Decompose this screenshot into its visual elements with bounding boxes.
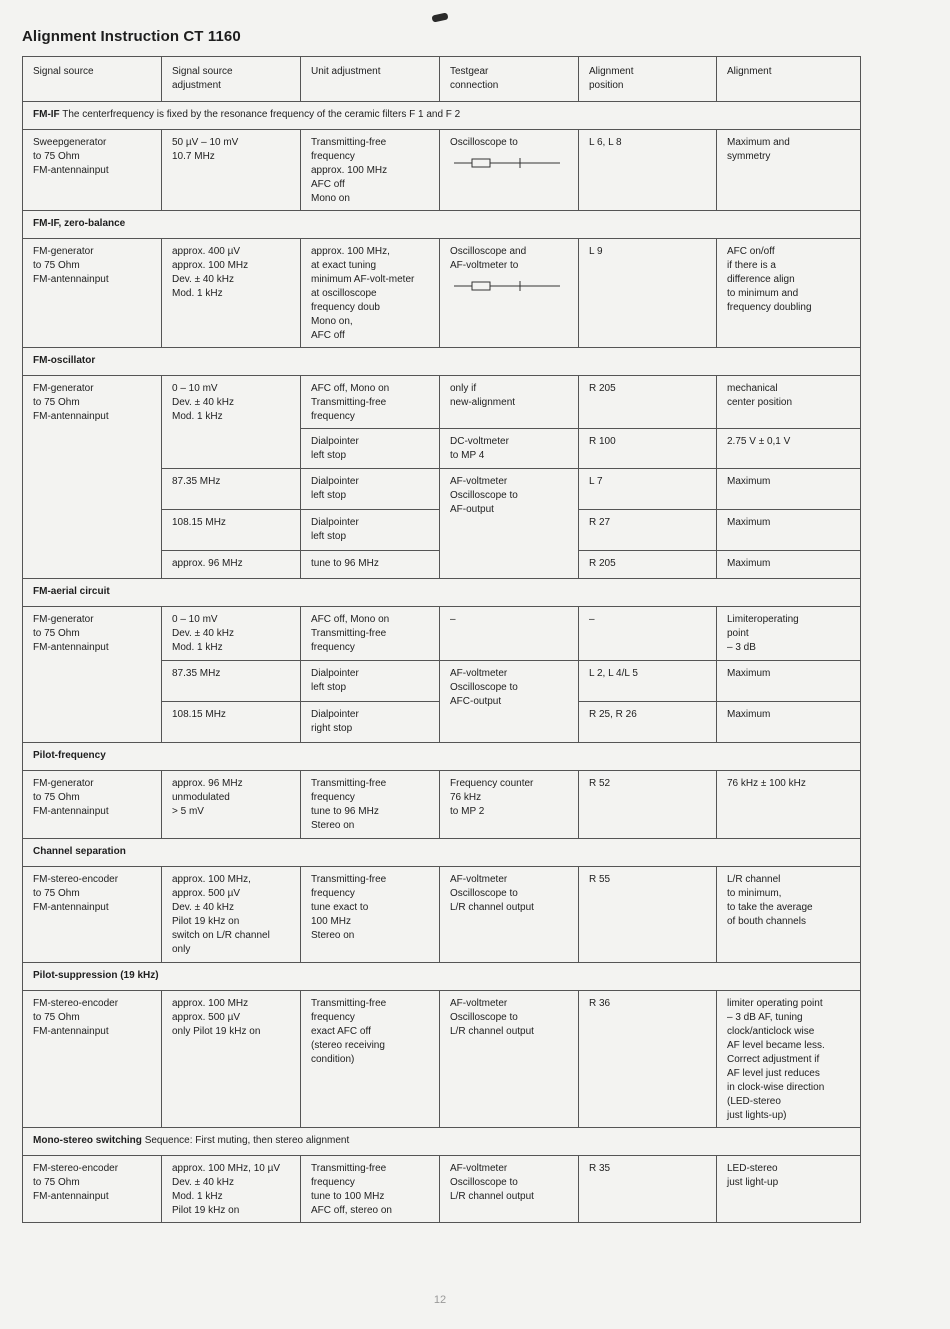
alignment-position-cell: R 205 (579, 376, 717, 429)
table-row (23, 1156, 861, 1223)
alignment-cell: Maximum (717, 510, 861, 551)
alignment-cell: 76 kHz ± 100 kHz (717, 771, 861, 839)
alignment-position-cell: R 36 (579, 991, 717, 1128)
alignment-cell: Limiteroperating point – 3 dB (717, 607, 861, 661)
unit-adjustment-cell: Dialpointer left stop (301, 510, 440, 551)
section-title: FM-IF (33, 109, 60, 120)
section-header (23, 1128, 861, 1156)
column-header: Unit adjustment (301, 57, 440, 102)
unit-adjustment-cell: Dialpointer left stop (301, 469, 440, 510)
signal-adjustment-cell: approx. 400 µV approx. 100 MHz Dev. ± 40 kHz Mod. 1 kHz (162, 239, 301, 348)
signal-adjustment-cell: 0 – 10 mV Dev. ± 40 kHz Mod. 1 kHz (162, 607, 301, 661)
alignment-cell: Maximum (717, 661, 861, 702)
signal-adjustment-cell: 0 – 10 mV Dev. ± 40 kHz Mod. 1 kHz (162, 376, 301, 469)
alignment-cell: limiter operating point – 3 dB AF, tuning clock/anticlock wise AF level became less. Correct adjustment if AF level just reduces in clock-wise direction (LED-stereo just lights-up) (717, 991, 861, 1128)
section-title: Pilot-frequency (33, 750, 106, 761)
alignment-position-cell: L 7 (579, 469, 717, 510)
section-title: Channel separation (33, 846, 126, 857)
section-title: Mono-stereo switching (33, 1135, 142, 1146)
section-header (23, 579, 861, 607)
alignment-cell: Maximum and symmetry (717, 130, 861, 211)
column-header: Alignment position (579, 57, 717, 102)
testgear-connection-cell: only if new-alignment (440, 376, 579, 429)
testgear-connection-cell: AF-voltmeter Oscilloscope to AFC-output (440, 661, 579, 743)
section-header-cell (23, 102, 861, 130)
testgear-connection-cell (440, 130, 579, 211)
section-header (23, 839, 861, 867)
testgear-connection-cell: AF-voltmeter Oscilloscope to L/R channel output (440, 1156, 579, 1223)
unit-adjustment-cell: tune to 96 MHz (301, 551, 440, 579)
section-title: FM-aerial circuit (33, 586, 110, 597)
section-header-cell (23, 211, 861, 239)
unit-adjustment-cell: Transmitting-free frequency tune to 100 MHz AFC off, stereo on (301, 1156, 440, 1223)
signal-adjustment-cell: approx. 96 MHz unmodulated > 5 mV (162, 771, 301, 839)
signal-source-cell: FM-stereo-encoder to 75 Ohm FM-antennainput (23, 867, 162, 963)
table-row (23, 239, 861, 348)
table-row (23, 771, 861, 839)
column-header: Signal source (23, 57, 162, 102)
section-header (23, 348, 861, 376)
resistor-schematic-icon (450, 277, 560, 295)
alignment-cell: Maximum (717, 551, 861, 579)
unit-adjustment-cell: Transmitting-free frequency exact AFC off (stereo receiving condition) (301, 991, 440, 1128)
section-header-cell (23, 1128, 861, 1156)
alignment-position-cell: R 100 (579, 429, 717, 469)
page-number: 12 (433, 1294, 447, 1306)
signal-adjustment-cell: 87.35 MHz (162, 661, 301, 702)
section-header-cell (23, 348, 861, 376)
section-header-cell (23, 963, 861, 991)
section-header-cell (23, 743, 861, 771)
signal-source-cell: FM-generator to 75 Ohm FM-antennainput (23, 607, 162, 743)
alignment-position-cell: R 27 (579, 510, 717, 551)
signal-source-cell: FM-stereo-encoder to 75 Ohm FM-antennainput (23, 1156, 162, 1223)
section-note: Sequence: First muting, then stereo alignment (144, 1135, 350, 1146)
resistor-schematic-icon (450, 154, 560, 172)
signal-adjustment-cell: 108.15 MHz (162, 510, 301, 551)
signal-adjustment-cell: approx. 100 MHz, 10 µV Dev. ± 40 kHz Mod. 1 kHz Pilot 19 kHz on (162, 1156, 301, 1223)
unit-adjustment-cell: AFC off, Mono on Transmitting-free frequency (301, 376, 440, 429)
alignment-position-cell: R 25, R 26 (579, 702, 717, 743)
table-row (23, 607, 861, 661)
alignment-position-cell: R 52 (579, 771, 717, 839)
section-title: FM-oscillator (33, 355, 96, 366)
section-title: Pilot-suppression (19 kHz) (33, 970, 159, 981)
signal-adjustment-cell: 50 µV – 10 mV 10.7 MHz (162, 130, 301, 211)
alignment-position-cell: R 55 (579, 867, 717, 963)
table-row (23, 867, 861, 963)
section-header (23, 963, 861, 991)
unit-adjustment-cell: Transmitting-free frequency tune exact to 100 MHz Stereo on (301, 867, 440, 963)
connection-text: Oscilloscope to (450, 137, 518, 148)
unit-adjustment-cell: Dialpointer right stop (301, 702, 440, 743)
unit-adjustment-cell: Transmitting-free frequency approx. 100 MHz AFC off Mono on (301, 130, 440, 211)
table-row (23, 376, 861, 429)
section-header-cell (23, 579, 861, 607)
signal-adjustment-cell: 87.35 MHz (162, 469, 301, 510)
table-row (23, 991, 861, 1128)
signal-source-cell: FM-generator to 75 Ohm FM-antennainput (23, 771, 162, 839)
signal-adjustment-cell: 108.15 MHz (162, 702, 301, 743)
section-note: The centerfrequency is fixed by the resonance frequency of the ceramic filters F 1 and F 2 (62, 109, 461, 120)
testgear-connection-cell: DC-voltmeter to MP 4 (440, 429, 579, 469)
scan-mark (431, 12, 448, 22)
alignment-cell: LED-stereo just light-up (717, 1156, 861, 1223)
section-header (23, 743, 861, 771)
testgear-connection-cell: AF-voltmeter Oscilloscope to L/R channel output (440, 867, 579, 963)
signal-source-cell: FM-generator to 75 Ohm FM-antennainput (23, 376, 162, 579)
signal-adjustment-cell: approx. 100 MHz approx. 500 µV only Pilot 19 kHz on (162, 991, 301, 1128)
unit-adjustment-cell: Transmitting-free frequency tune to 96 MHz Stereo on (301, 771, 440, 839)
testgear-connection-cell: Frequency counter 76 kHz to MP 2 (440, 771, 579, 839)
alignment-cell: 2.75 V ± 0,1 V (717, 429, 861, 469)
page-title: Alignment Instruction CT 1160 (22, 28, 241, 45)
alignment-position-cell: R 35 (579, 1156, 717, 1223)
alignment-cell: AFC on/off if there is a difference align to minimum and frequency doubling (717, 239, 861, 348)
alignment-table (22, 56, 861, 1223)
connection-text: Oscilloscope and AF-voltmeter to (450, 246, 527, 271)
unit-adjustment-cell: AFC off, Mono on Transmitting-free frequency (301, 607, 440, 661)
alignment-position-cell: R 205 (579, 551, 717, 579)
section-header-cell (23, 839, 861, 867)
testgear-connection-cell: – (440, 607, 579, 661)
section-header (23, 211, 861, 239)
signal-adjustment-cell: approx. 96 MHz (162, 551, 301, 579)
testgear-connection-cell: AF-voltmeter Oscilloscope to AF-output (440, 469, 579, 579)
column-header: Signal source adjustment (162, 57, 301, 102)
signal-adjustment-cell: approx. 100 MHz, approx. 500 µV Dev. ± 40 kHz Pilot 19 kHz on switch on L/R channel only (162, 867, 301, 963)
unit-adjustment-cell: Dialpointer left stop (301, 661, 440, 702)
signal-source-cell: Sweepgenerator to 75 Ohm FM-antennainput (23, 130, 162, 211)
alignment-cell: Maximum (717, 469, 861, 510)
unit-adjustment-cell: approx. 100 MHz, at exact tuning minimum AF-volt-meter at oscilloscope frequency doub Mono on, AFC off (301, 239, 440, 348)
alignment-position-cell: L 9 (579, 239, 717, 348)
table-row (23, 130, 861, 211)
section-title: FM-IF, zero-balance (33, 218, 126, 229)
table-header (23, 57, 861, 102)
alignment-position-cell: L 6, L 8 (579, 130, 717, 211)
column-header: Testgear connection (440, 57, 579, 102)
alignment-position-cell: L 2, L 4/L 5 (579, 661, 717, 702)
signal-source-cell: FM-stereo-encoder to 75 Ohm FM-antennainput (23, 991, 162, 1128)
alignment-cell: Maximum (717, 702, 861, 743)
signal-source-cell: FM-generator to 75 Ohm FM-antennainput (23, 239, 162, 348)
alignment-cell: mechanical center position (717, 376, 861, 429)
section-header (23, 102, 861, 130)
testgear-connection-cell (440, 239, 579, 348)
alignment-position-cell: – (579, 607, 717, 661)
testgear-connection-cell: AF-voltmeter Oscilloscope to L/R channel output (440, 991, 579, 1128)
alignment-cell: L/R channel to minimum, to take the average of bouth channels (717, 867, 861, 963)
unit-adjustment-cell: Dialpointer left stop (301, 429, 440, 469)
column-header: Alignment (717, 57, 861, 102)
